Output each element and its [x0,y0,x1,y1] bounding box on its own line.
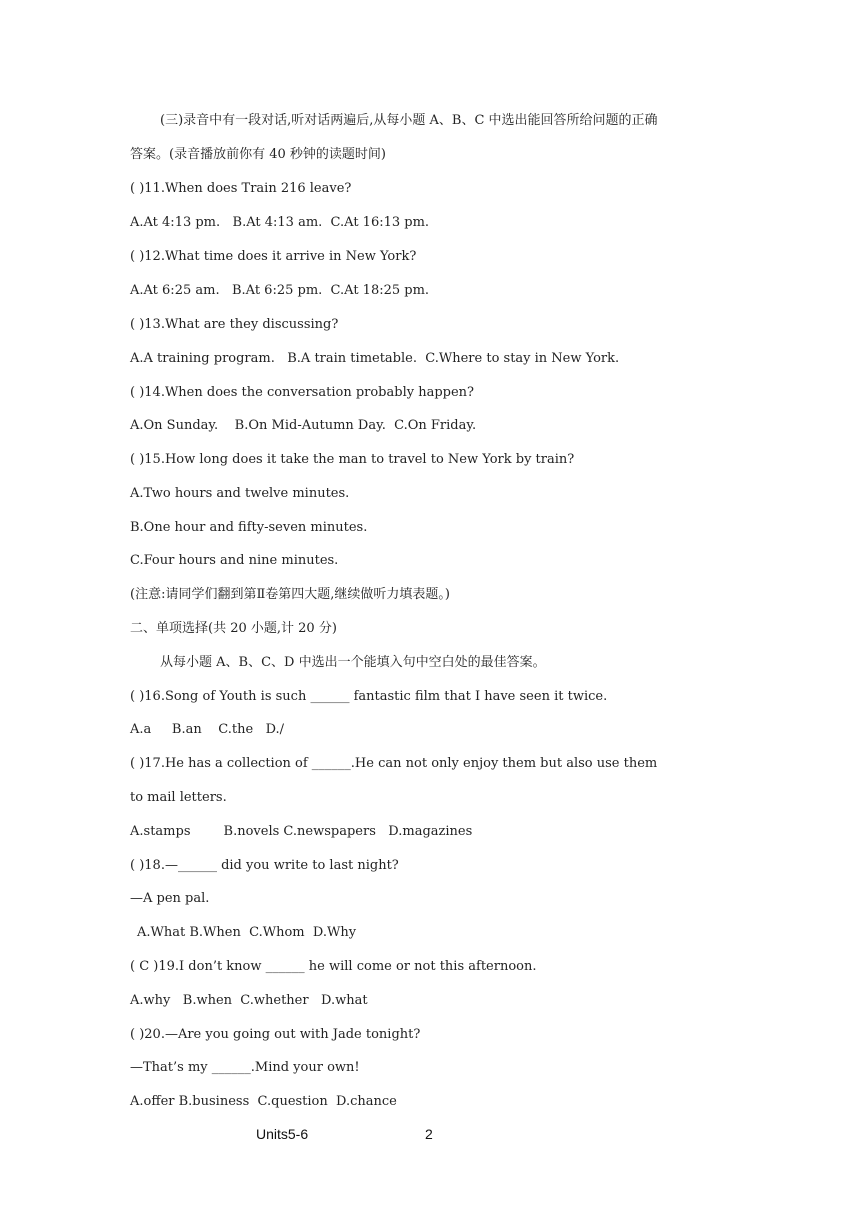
question-12-options: A.At 6:25 am. B.At 6:25 pm. C.At 18:25 pm. [130,283,430,298]
section-intro-line-1: (三)录音中有一段对话,听对话两遍后,从每小题 A、B、C 中选出能回答所给问题的正确 [160,113,658,128]
question-13-options: A.A training program. B.A train timetable. C.Where to stay in New York. [130,351,620,366]
question-19-options: A.why B.when C.whether D.what [130,993,368,1008]
question-16-options: A.a B.an C.the D./ [130,722,285,737]
question-15-option-a: A.Two hours and twelve minutes. [130,486,350,501]
question-19: ( C )19.I don’t know ______ he will come or not this afternoon. [130,959,537,974]
question-20-reply: —That’s my ______.Mind your own! [130,1060,360,1075]
question-17-continued: to mail letters. [130,790,227,805]
question-17: ( )17.He has a collection of ______.He can not only enjoy them but also use them [130,756,658,771]
question-14-options: A.On Sunday. B.On Mid-Autumn Day. C.On Friday. [130,418,477,433]
question-20: ( )20.—Are you going out with Jade tonight? [130,1027,421,1042]
question-11-options: A.At 4:13 pm. B.At 4:13 am. C.At 16:13 pm. [130,215,430,230]
question-15: ( )15.How long does it take the man to travel to New York by train? [130,452,575,467]
question-18-options: A.What B.When C.Whom D.Why [137,925,357,940]
question-16: ( )16.Song of Youth is such ______ fantastic film that I have seen it twice. [130,689,608,704]
question-17-options: A.stamps B.novels C.newspapers D.magazines [130,824,473,839]
question-15-option-b: B.One hour and fifty-seven minutes. [130,520,368,535]
section-intro-line-2: 答案。(录音播放前你有 40 秒钟的读题时间) [130,147,386,162]
question-12: ( )12.What time does it arrive in New York? [130,249,417,264]
listening-note: (注意:请同学们翻到第Ⅱ卷第四大题,继续做听力填表题。) [130,587,450,602]
question-11: ( )11.When does Train 216 leave? [130,181,352,196]
section-2-instructions: 从每小题 A、B、C、D 中选出一个能填入句中空白处的最佳答案。 [160,655,546,670]
question-18: ( )18.—______ did you write to last night? [130,858,399,873]
footer-page-number: 2 [425,1126,433,1142]
question-20-options: A.offer B.business C.question D.chance [130,1094,397,1109]
section-2-heading: 二、单项选择(共 20 小题,计 20 分) [130,621,337,636]
question-14: ( )14.When does the conversation probably happen? [130,385,475,400]
question-15-option-c: C.Four hours and nine minutes. [130,553,339,568]
footer-unit-label: Units5-6 [256,1126,309,1142]
question-18-answer-line: —A pen pal. [130,891,210,906]
question-13: ( )13.What are they discussing? [130,317,339,332]
